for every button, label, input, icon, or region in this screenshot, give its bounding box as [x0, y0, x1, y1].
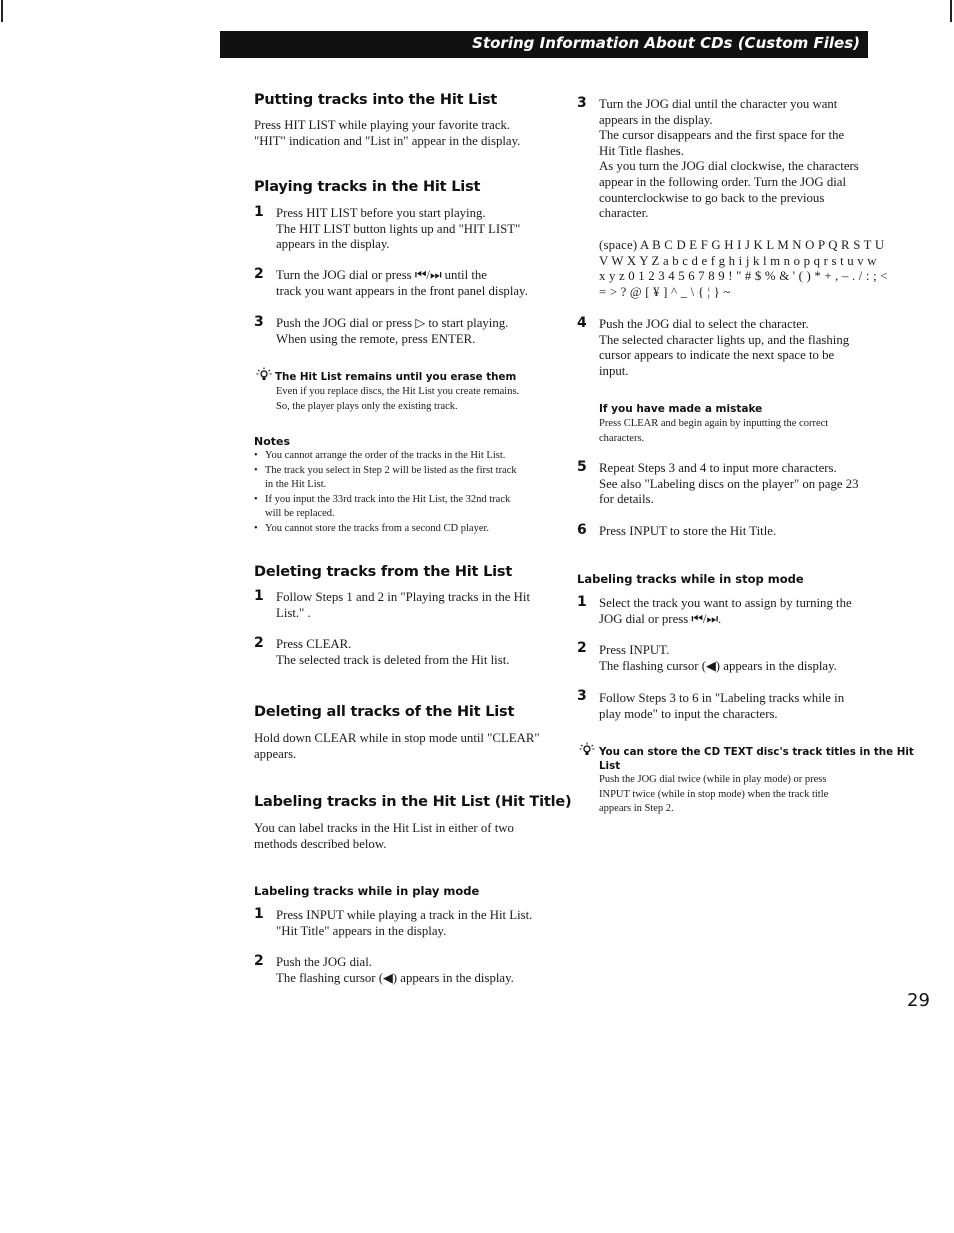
- step-3-text: Turn the JOG dial until the character you want appears in the display. The cursor disappears and the first space for the Hit Title flashes. As you turn the JOG dial clockwise, the characters appear in the following order. Turn the JOG dial counterclockwise to go back to the previous character.: [599, 97, 859, 221]
- deleting-all-text: Hold down CLEAR while in stop mode until "CLEAR" appears.: [254, 731, 540, 761]
- section-header-bar: [220, 31, 868, 58]
- character-set-list: (space) A B C D E F G H I J K L M N O P Q R S T U V W X Y Z a b c d e f g h i j k l m n o p q r s t u v w x y z 0 1 2 3 4 5 6 7 8 9 ! " # $ % & ' ( ) * + , – . / : ; < = > ? @ [ ¥ ] ^ _ \ { ¦ } ~: [599, 238, 888, 299]
- deleting-step-2-text: Press CLEAR. The selected track is deleted from the Hit list.: [276, 637, 510, 667]
- note-item: • You cannot arrange the order of the tracks in the Hit List.: [254, 449, 517, 464]
- stop-mode-step-2-text: Press INPUT. The flashing cursor (◀) appears in the display.: [599, 643, 837, 673]
- stop-mode-step-1-text: Select the track you want to assign by turning the JOG dial or press ⏮/⏭.: [599, 596, 852, 626]
- heading-labeling-stop-mode: Labeling tracks while in stop mode: [577, 572, 804, 586]
- play-mode-step-1-text: Press INPUT while playing a track in the Hit List. "Hit Title" appears in the display.: [276, 908, 533, 938]
- page-edge-mark-left: [1, 0, 3, 22]
- step-number: 3: [254, 314, 264, 330]
- deleting-step-1-text: Follow Steps 1 and 2 in "Playing tracks in the Hit List." .: [276, 590, 531, 620]
- mistake-title: If you have made a mistake: [599, 403, 763, 415]
- tip-cd-text-title: You can store the CD TEXT disc's track titles in the Hit List: [599, 746, 914, 772]
- step-4-text: Push the JOG dial to select the character. The selected character lights up, and the flashing cursor appears to indicate the next space to be input.: [599, 317, 850, 378]
- page-edge-mark-right: [950, 0, 952, 22]
- tip-cd-text-body: Push the JOG dial twice (while in play mode) or press INPUT twice (while in stop mode) when the track title appears in Step 2.: [599, 774, 829, 815]
- step-number: 2: [254, 635, 264, 651]
- step-5-text: Repeat Steps 3 and 4 to input more characters. See also "Labeling discs on the player" on page 23 for details.: [599, 461, 859, 507]
- playing-step-1-text: Press HIT LIST before you start playing. The HIT LIST button lights up and "HIT LIST" appears in the display.: [276, 206, 521, 252]
- stop-mode-step-3-text: Follow Steps 3 to 6 in "Labeling tracks while in play mode" to input the characters.: [599, 691, 845, 721]
- heading-deleting-all: Deleting all tracks of the Hit List: [254, 704, 515, 720]
- play-mode-step-2-text: Push the JOG dial. The flashing cursor (◀) appears in the display.: [276, 955, 514, 985]
- step-number: 3: [577, 688, 587, 704]
- note-item: • The track you select in Step 2 will be listed as the first track in the Hit List.: [254, 464, 517, 493]
- note-item: • If you input the 33rd track into the Hit List, the 32nd track will be replaced.: [254, 493, 517, 522]
- heading-labeling-play-mode: Labeling tracks while in play mode: [254, 884, 480, 898]
- heading-deleting-tracks: Deleting tracks from the Hit List: [254, 564, 513, 580]
- step-number: 1: [577, 594, 587, 610]
- section-header-title: Storing Information About CDs (Custom Files): [472, 34, 860, 52]
- notes-title: Notes: [254, 435, 291, 448]
- step-number: 4: [577, 315, 587, 331]
- tip-hit-list-title: The Hit List remains until you erase them: [275, 371, 517, 383]
- notes-list: [254, 449, 517, 537]
- heading-putting-tracks: Putting tracks into the Hit List: [254, 92, 498, 108]
- labeling-intro-text: You can label tracks in the Hit List in either of two methods described below.: [254, 821, 514, 851]
- step-number: 5: [577, 459, 587, 475]
- step-number: 6: [577, 522, 587, 538]
- step-number: 2: [577, 640, 587, 656]
- step-number: 1: [254, 204, 264, 220]
- step-number: 1: [254, 588, 264, 604]
- step-number: 2: [254, 953, 264, 969]
- note-item: • You cannot store the tracks from a second CD player.: [254, 522, 517, 537]
- putting-tracks-text: Press HIT LIST while playing your favorite track. "HIT" indication and "List in" appear in the display.: [254, 118, 521, 148]
- heading-playing-tracks: Playing tracks in the Hit List: [254, 179, 481, 195]
- tip-hit-list-text: Even if you replace discs, the Hit List you create remains. So, the player plays only the existing track.: [276, 386, 520, 412]
- playing-step-2-text: Turn the JOG dial or press ⏮/⏭ until the track you want appears in the front panel display.: [276, 268, 528, 298]
- heading-labeling-tracks: Labeling tracks in the Hit List (Hit Title): [254, 794, 572, 810]
- lightbulb-tip-icon: [256, 367, 272, 383]
- page-number: 29: [907, 990, 930, 1011]
- step-6-text: Press INPUT to store the Hit Title.: [599, 524, 777, 538]
- step-number: 1: [254, 906, 264, 922]
- step-number: 3: [577, 95, 587, 111]
- mistake-text: Press CLEAR and begin again by inputting the correct characters.: [599, 418, 829, 444]
- playing-step-3-text: Push the JOG dial or press ▷ to start playing. When using the remote, press ENTER.: [276, 316, 509, 346]
- lightbulb-tip-icon: [579, 742, 595, 758]
- step-number: 2: [254, 266, 264, 282]
